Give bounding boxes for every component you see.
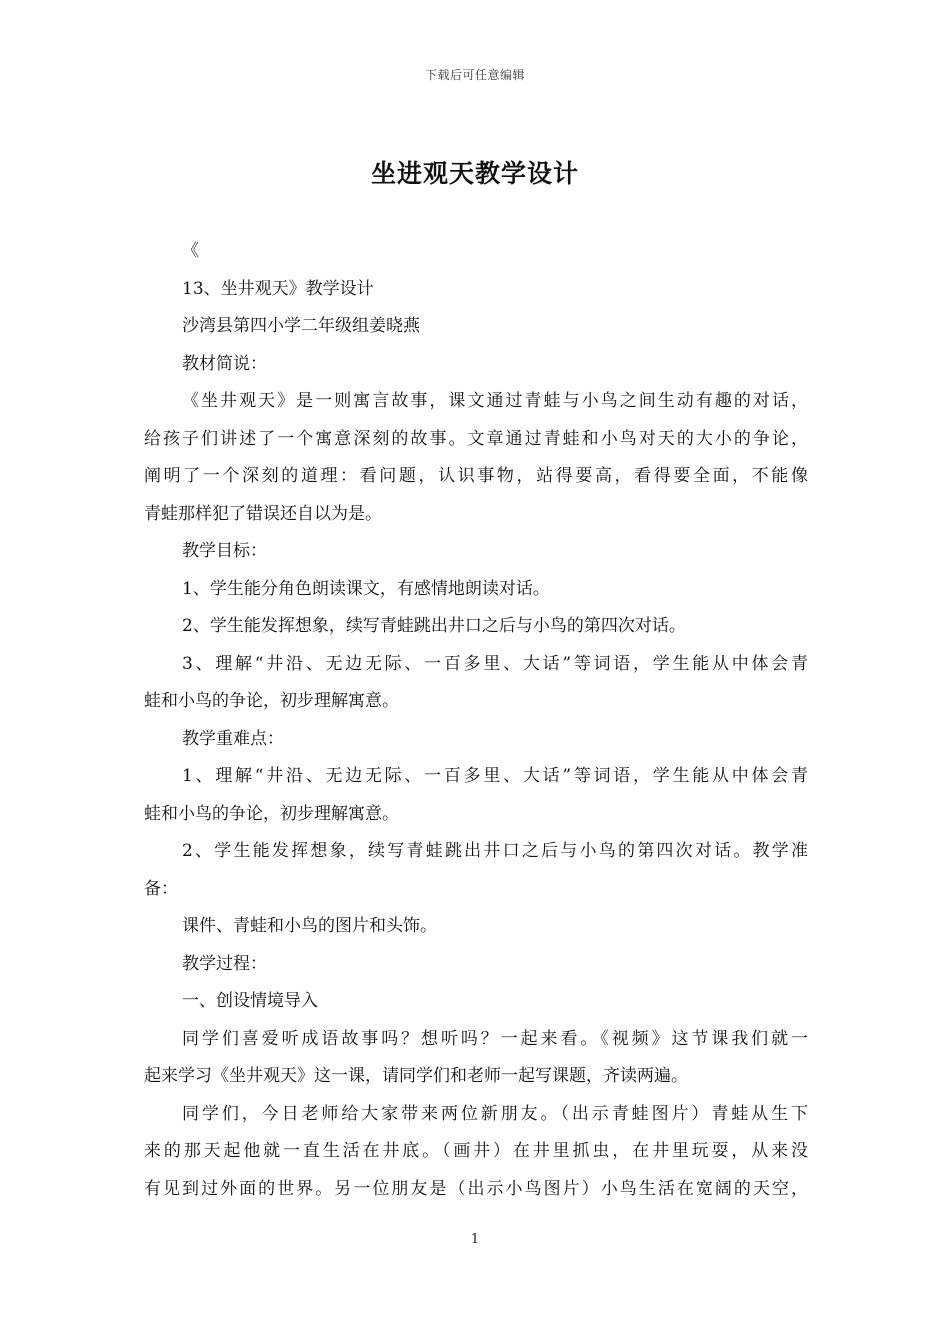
body-line: 有见到过外面的世界。另一位朋友是（出示小鸟图片）小鸟生活在宽阔的天空， bbox=[144, 1178, 808, 1199]
page-number: 1 bbox=[470, 1232, 480, 1247]
document-body bbox=[144, 233, 808, 1208]
section-heading: 教材简说： bbox=[182, 353, 267, 374]
body-line: 阐明了一个深刻的道理：看问题，认识事物，站得要高，看得要全面，不能像 bbox=[144, 466, 808, 486]
document-title: 坐进观天教学设计 bbox=[370, 159, 579, 188]
body-line: 起来学习《坐井观天》这一课，请同学们和老师一起写课题，齐读两遍。 bbox=[144, 1066, 688, 1086]
body-line: 给孩子们讲述了一个寓意深刻的故事。文章通过青蛙和小鸟对天的大小的争论， bbox=[144, 428, 808, 449]
list-item-continued: 蛙和小鸟的争论，初步理解寓意。 bbox=[144, 803, 399, 824]
list-item: 1、理解“井沿、无边无际、一百多里、大话”等词语，学生能从中体会青 bbox=[182, 766, 808, 786]
body-line: 青蛙那样犯了错误还自以为是。 bbox=[144, 503, 382, 524]
section-heading: 教学目标： bbox=[182, 541, 267, 561]
body-line: 《坐井观天》是一则寓言故事，课文通过青蛙与小鸟之间生动有趣的对话， bbox=[182, 391, 808, 411]
author-line: 沙湾县第四小学二年级组姜晓燕 bbox=[182, 316, 420, 336]
body-line: 来的那天起他就一直生活在井底。（画井）在井里抓虫，在井里玩耍，从来没 bbox=[144, 1141, 808, 1161]
page-header-note: 下载后可任意编辑 bbox=[424, 68, 525, 82]
list-item: 2、学生能发挥想象，续写青蛙跳出井口之后与小鸟的第四次对话。教学准 bbox=[182, 841, 808, 861]
list-item: 1、学生能分角色朗读课文，有感情地朗读对话。 bbox=[182, 578, 550, 599]
section-heading: 教学重难点： bbox=[182, 728, 284, 749]
list-item-continued: 蛙和小鸟的争论，初步理解寓意。 bbox=[144, 691, 399, 711]
list-item: 2、学生能发挥想象，续写青蛙跳出井口之后与小鸟的第四次对话。 bbox=[182, 616, 686, 636]
body-line: 同学们，今日老师给大家带来两位新朋友。（出示青蛙图片）青蛙从生下 bbox=[182, 1103, 808, 1124]
list-item: 3、理解“井沿、无边无际、一百多里、大话”等词语，学生能从中体会青 bbox=[182, 653, 808, 674]
list-item-continued: 备： bbox=[144, 878, 178, 899]
body-line: 同学们喜爱听成语故事吗？想听吗？一起来看。《视频》这节课我们就一 bbox=[182, 1028, 808, 1049]
body-line: 13、坐井观天》教学设计 bbox=[182, 278, 374, 299]
section-heading: 教学过程： bbox=[182, 953, 267, 974]
body-line: 《 bbox=[182, 241, 199, 261]
subsection-heading: 一、创设情境导入 bbox=[182, 991, 318, 1011]
body-line: 课件、青蛙和小鸟的图片和头饰。 bbox=[182, 916, 437, 936]
